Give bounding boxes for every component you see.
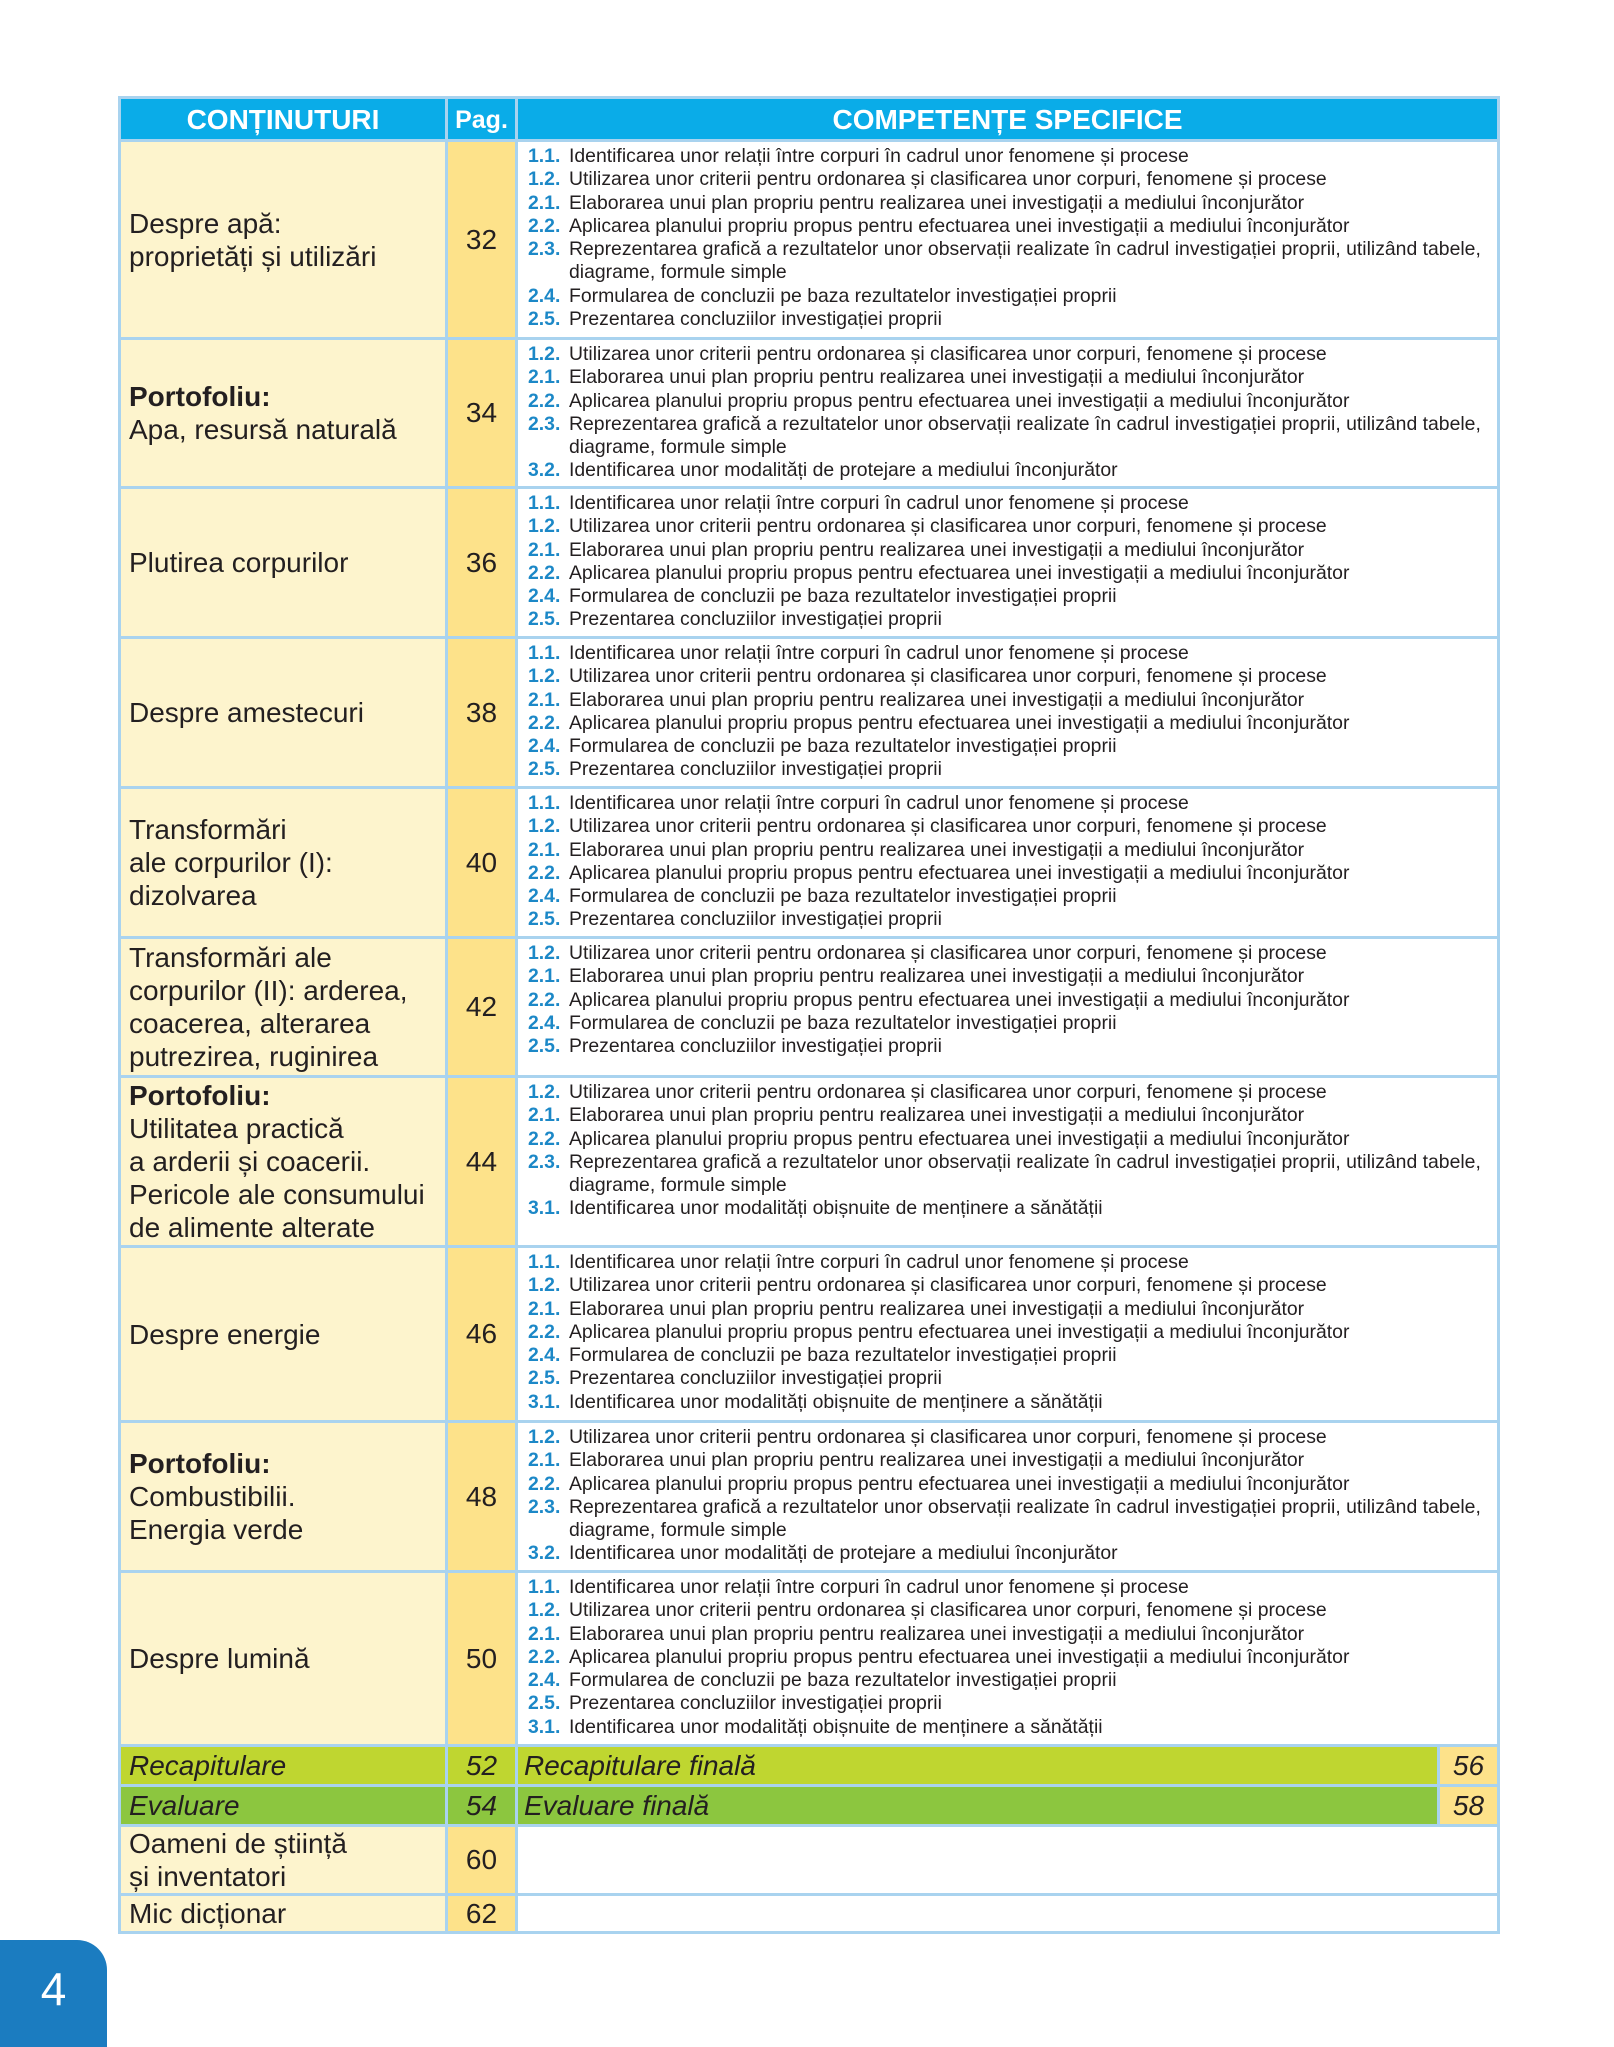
competency-text: Elaborarea unui plan propriu pentru realizarea unei investigații a mediului înconjurător — [569, 1449, 1305, 1472]
competency-text: Identificarea unor relații între corpuri în cadrul unor fenomene și procese — [569, 642, 1189, 664]
lesson-page: 38 — [447, 638, 517, 788]
competency-item — [528, 1716, 1489, 1739]
competency-item — [528, 168, 1489, 191]
competency-item — [528, 1669, 1489, 1692]
competency-text: Elaborarea unui plan propriu pentru realizarea unei investigații a mediului înconjurător — [569, 191, 1305, 214]
competency-text: Reprezentarea grafică a rezultatelor unor observații realizate în cadrul investigației proprii, utilizând tabele, diagrame, formule simple — [569, 1150, 1481, 1197]
competency-item — [528, 965, 1489, 988]
competency-item — [528, 1035, 1489, 1058]
competency-text: Elaborarea unui plan propriu pentru realizarea unei investigații a mediului înconjurător — [569, 1297, 1305, 1320]
competency-text: Aplicarea planului propriu propus pentru efectuarea unei investigații a mediului înconjurător — [569, 1320, 1350, 1343]
competency-code: 2.4. — [528, 1344, 561, 1367]
competency-code: 2.2. — [528, 389, 561, 412]
header-page: Pag. — [447, 98, 517, 141]
lesson-title: Transformări ale corpurilor (II): arderea, coacerea, alterarea putrezirea, ruginirea — [129, 942, 408, 1072]
lesson-rows — [120, 141, 1499, 1746]
competency-list — [528, 145, 1489, 331]
competency-item — [528, 665, 1489, 688]
competency-text: Utilizarea unor criterii pentru ordonarea și clasificarea unor corpuri, fenomene și procese — [569, 343, 1327, 365]
competency-list — [528, 1576, 1489, 1739]
competency-code: 2.3. — [528, 412, 561, 435]
competency-text: Prezentarea concluziilor investigației proprii — [569, 1692, 942, 1715]
competency-item — [528, 1576, 1489, 1599]
lesson-title-cell — [120, 339, 447, 488]
competency-item — [528, 1298, 1489, 1321]
competency-text: Prezentarea concluziilor investigației proprii — [569, 908, 942, 931]
competency-item — [528, 492, 1489, 515]
competency-code: 2.5. — [528, 1367, 561, 1390]
eval-row — [120, 1786, 1499, 1826]
competency-code: 2.1. — [528, 538, 561, 561]
final-recap-page: 56 — [1439, 1746, 1499, 1786]
competency-item — [528, 942, 1489, 965]
competency-text: Elaborarea unui plan propriu pentru realizarea unei investigații a mediului înconjurător — [569, 366, 1305, 389]
competency-text: Elaborarea unui plan propriu pentru realizarea unei investigații a mediului înconjurător — [569, 1622, 1305, 1645]
competency-code: 2.2. — [528, 561, 561, 584]
lesson-page: 50 — [447, 1572, 517, 1746]
lesson-row — [120, 1247, 1499, 1422]
competency-code: 2.1. — [528, 688, 561, 711]
competency-text: Formularea de concluzii pe baza rezultatelor investigației proprii — [569, 735, 1117, 758]
competency-code: 2.2. — [528, 861, 561, 884]
competency-item — [528, 885, 1489, 908]
competency-item — [528, 862, 1489, 885]
eval-label: Evaluare — [120, 1786, 447, 1826]
competency-item — [528, 390, 1489, 413]
competency-code: 1.1. — [528, 1576, 561, 1598]
competency-code: 2.3. — [528, 238, 561, 261]
competency-item — [528, 1321, 1489, 1344]
competency-text: Utilizarea unor criterii pentru ordonarea și clasificarea unor corpuri, fenomene și procese — [569, 1274, 1327, 1297]
competency-code: 2.4. — [528, 1669, 561, 1692]
competency-item — [528, 285, 1489, 308]
lesson-title: Apa, resursă naturală — [129, 414, 397, 445]
competency-code: 1.2. — [528, 515, 561, 538]
competency-text: Formularea de concluzii pe baza rezultatelor investigației proprii — [569, 1669, 1117, 1692]
lesson-title: Despre energie — [129, 1318, 321, 1350]
competency-code: 2.5. — [528, 1692, 561, 1715]
competency-text: Utilizarea unor criterii pentru ordonarea și clasificarea unor corpuri, fenomene și procese — [569, 168, 1327, 191]
competency-item — [528, 413, 1489, 460]
competency-item — [528, 343, 1489, 366]
lesson-page: 44 — [447, 1077, 517, 1247]
final-recap-label: Recapitulare finală — [517, 1746, 1439, 1786]
extra-empty-cell — [517, 1895, 1499, 1933]
competency-text: Identificarea unor relații între corpuri în cadrul unor fenomene și procese — [569, 1576, 1189, 1598]
competency-item — [528, 989, 1489, 1012]
competency-code: 1.2. — [528, 815, 561, 838]
competencies-cell — [517, 1422, 1499, 1572]
lesson-row — [120, 488, 1499, 638]
competency-text: Aplicarea planului propriu propus pentru efectuarea unei investigații a mediului înconjurător — [569, 214, 1350, 237]
competency-code: 2.2. — [528, 1127, 561, 1150]
competency-list — [528, 792, 1489, 932]
competency-code: 2.1. — [528, 1449, 561, 1472]
competency-text: Identificarea unor relații între corpuri în cadrul unor fenomene și procese — [569, 792, 1189, 814]
competency-code: 1.2. — [528, 1599, 561, 1622]
competency-text: Prezentarea concluziilor investigației proprii — [569, 608, 942, 631]
lesson-title: Plutirea corpurilor — [129, 547, 349, 578]
competency-item — [528, 712, 1489, 735]
competency-text: Identificarea unor modalități obișnuite de menținere a sănătății — [569, 1715, 1103, 1738]
competency-text: Identificarea unor modalități de protejare a mediului înconjurător — [569, 459, 1118, 482]
competency-code: 1.2. — [528, 1426, 561, 1448]
competency-item — [528, 1646, 1489, 1669]
competencies-cell — [517, 938, 1499, 1077]
competency-item — [528, 1081, 1489, 1104]
competency-list — [528, 1426, 1489, 1566]
competency-text: Identificarea unor relații între corpuri în cadrul unor fenomene și procese — [569, 145, 1189, 167]
lesson-title: Despre lumină — [129, 1643, 310, 1674]
extra-empty-cell — [517, 1826, 1499, 1895]
competency-text: Aplicarea planului propriu propus pentru efectuarea unei investigații a mediului înconjurător — [569, 711, 1350, 734]
competency-text: Identificarea unor modalități obișnuite de menținere a sănătății — [569, 1197, 1103, 1220]
competency-item — [528, 1449, 1489, 1472]
competencies-cell — [517, 1077, 1499, 1247]
competency-text: Elaborarea unui plan propriu pentru realizarea unei investigații a mediului înconjurător — [569, 1104, 1305, 1127]
competency-code: 2.1. — [528, 1622, 561, 1645]
competency-code: 1.2. — [528, 665, 561, 688]
competency-text: Identificarea unor modalități de protejare a mediului înconjurător — [569, 1542, 1118, 1565]
lesson-row — [120, 1572, 1499, 1746]
competency-text: Formularea de concluzii pe baza rezultatelor investigației proprii — [569, 1011, 1117, 1034]
lesson-title-cell — [120, 1572, 447, 1746]
competency-code: 2.1. — [528, 965, 561, 988]
competency-item — [528, 585, 1489, 608]
summary-rows — [120, 1746, 1499, 1933]
lesson-title-cell — [120, 1422, 447, 1572]
lesson-title-cell — [120, 788, 447, 938]
competencies-cell — [517, 339, 1499, 488]
competency-code: 2.1. — [528, 1297, 561, 1320]
competency-code: 2.4. — [528, 585, 561, 608]
competency-code: 2.3. — [528, 1150, 561, 1173]
competency-code: 2.5. — [528, 308, 561, 331]
final-eval-label: Evaluare finală — [517, 1786, 1439, 1826]
competency-code: 2.5. — [528, 608, 561, 631]
competency-text: Elaborarea unui plan propriu pentru realizarea unei investigații a mediului înconjurător — [569, 538, 1305, 561]
competency-code: 1.2. — [528, 343, 561, 365]
competency-item — [528, 539, 1489, 562]
competency-text: Elaborarea unui plan propriu pentru realizarea unei investigații a mediului înconjurător — [569, 688, 1305, 711]
competency-code: 1.2. — [528, 942, 561, 964]
competency-item — [528, 192, 1489, 215]
lesson-title: Despre apă: proprietăți și utilizări — [129, 207, 377, 272]
competency-code: 1.1. — [528, 642, 561, 664]
competency-code: 2.4. — [528, 735, 561, 758]
competency-code: 2.2. — [528, 988, 561, 1011]
lesson-page: 34 — [447, 339, 517, 488]
competency-item — [528, 642, 1489, 665]
competency-text: Aplicarea planului propriu propus pentru efectuarea unei investigații a mediului înconjurător — [569, 1127, 1350, 1150]
lesson-title-cell — [120, 938, 447, 1077]
competency-code: 1.2. — [528, 1274, 561, 1297]
extra-title: Mic dicționar — [120, 1895, 447, 1933]
competency-code: 2.2. — [528, 711, 561, 734]
competency-code: 2.4. — [528, 284, 561, 307]
competencies-cell — [517, 788, 1499, 938]
competency-item — [528, 1197, 1489, 1220]
competency-text: Elaborarea unui plan propriu pentru realizarea unei investigații a mediului înconjurător — [569, 838, 1305, 861]
competency-code: 2.1. — [528, 838, 561, 861]
header-row — [120, 98, 1499, 141]
competency-code: 3.2. — [528, 1542, 561, 1565]
competency-item — [528, 366, 1489, 389]
competency-text: Utilizarea unor criterii pentru ordonarea și clasificarea unor corpuri, fenomene și procese — [569, 665, 1327, 688]
competency-text: Utilizarea unor criterii pentru ordonarea și clasificarea unor corpuri, fenomene și procese — [569, 1426, 1327, 1448]
competency-item — [528, 1251, 1489, 1274]
competency-text: Utilizarea unor criterii pentru ordonarea și clasificarea unor corpuri, fenomene și procese — [569, 942, 1327, 964]
lesson-row — [120, 638, 1499, 788]
competency-text: Elaborarea unui plan propriu pentru realizarea unei investigații a mediului înconjurător — [569, 965, 1305, 988]
competency-list — [528, 492, 1489, 632]
competencies-cell — [517, 1247, 1499, 1422]
competency-item — [528, 1542, 1489, 1565]
competency-item — [528, 1104, 1489, 1127]
competency-text: Identificarea unor relații între corpuri în cadrul unor fenomene și procese — [569, 1251, 1189, 1273]
portfolio-label: Portofoliu: — [129, 1080, 271, 1111]
competency-item — [528, 238, 1489, 285]
competency-item — [528, 1599, 1489, 1622]
extra-title: Oameni de știință și inventatori — [120, 1826, 447, 1895]
competency-item — [528, 689, 1489, 712]
competency-text: Utilizarea unor criterii pentru ordonarea și clasificarea unor corpuri, fenomene și procese — [569, 1081, 1327, 1103]
competency-code: 2.5. — [528, 908, 561, 931]
competency-text: Identificarea unor relații între corpuri în cadrul unor fenomene și procese — [569, 492, 1189, 514]
competency-code: 1.1. — [528, 792, 561, 814]
competency-item — [528, 608, 1489, 631]
competency-code: 2.1. — [528, 191, 561, 214]
competency-item — [528, 1496, 1489, 1543]
competency-list — [528, 642, 1489, 782]
lesson-title: Transformări ale corpurilor (I): dizolvarea — [129, 814, 333, 911]
lesson-page: 32 — [447, 141, 517, 339]
competency-item — [528, 839, 1489, 862]
competency-text: Utilizarea unor criterii pentru ordonarea și clasificarea unor corpuri, fenomene și procese — [569, 815, 1327, 838]
lesson-page: 46 — [447, 1247, 517, 1422]
page-number: 4 — [0, 1940, 107, 2047]
recap-label: Recapitulare — [120, 1746, 447, 1786]
competency-item — [528, 1274, 1489, 1297]
competency-code: 1.1. — [528, 492, 561, 514]
extra-page: 62 — [447, 1895, 517, 1933]
competencies-cell — [517, 488, 1499, 638]
portfolio-label: Portofoliu: — [129, 381, 271, 412]
competency-code: 1.2. — [528, 1081, 561, 1103]
competency-item — [528, 515, 1489, 538]
competency-item — [528, 908, 1489, 931]
competency-code: 2.4. — [528, 885, 561, 908]
competency-text: Aplicarea planului propriu propus pentru efectuarea unei investigații a mediului înconjurător — [569, 861, 1350, 884]
lesson-title-cell — [120, 1247, 447, 1422]
competency-item — [528, 1692, 1489, 1715]
competency-list — [528, 1081, 1489, 1221]
competency-item — [528, 145, 1489, 168]
competency-text: Aplicarea planului propriu propus pentru efectuarea unei investigații a mediului înconjurător — [569, 1645, 1350, 1668]
competency-code: 3.2. — [528, 459, 561, 482]
final-eval-page: 58 — [1439, 1786, 1499, 1826]
competency-text: Reprezentarea grafică a rezultatelor unor observații realizate în cadrul investigației proprii, utilizând tabele, diagrame, formule simple — [569, 412, 1481, 459]
competency-item — [528, 1151, 1489, 1198]
competency-text: Formularea de concluzii pe baza rezultatelor investigației proprii — [569, 885, 1117, 908]
competency-item — [528, 1012, 1489, 1035]
competency-item — [528, 562, 1489, 585]
portfolio-label: Portofoliu: — [129, 1448, 271, 1479]
competency-code: 2.2. — [528, 1645, 561, 1668]
competency-text: Reprezentarea grafică a rezultatelor unor observații realizate în cadrul investigației proprii, utilizând tabele, diagrame, formule simple — [569, 238, 1481, 284]
competencies-cell — [517, 638, 1499, 788]
competency-code: 3.1. — [528, 1197, 561, 1220]
competency-text: Reprezentarea grafică a rezultatelor unor observații realizate în cadrul investigației proprii, utilizând tabele, diagrame, formule simple — [569, 1495, 1481, 1542]
competency-item — [528, 815, 1489, 838]
lesson-row — [120, 141, 1499, 339]
lesson-title-cell — [120, 1077, 447, 1247]
competency-code: 1.1. — [528, 1251, 561, 1273]
lesson-row — [120, 1422, 1499, 1572]
competency-text: Identificarea unor modalități obișnuite de menținere a sănătății — [569, 1390, 1103, 1413]
lesson-title: Utilitatea practică a arderii și coacerii. Pericole ale consumului de alimente alterate — [129, 1113, 425, 1243]
competency-item — [528, 1344, 1489, 1367]
competency-text: Formularea de concluzii pe baza rezultatelor investigației proprii — [569, 585, 1117, 608]
competency-list — [528, 1251, 1489, 1414]
competency-item — [528, 215, 1489, 238]
competency-item — [528, 459, 1489, 482]
competency-text: Utilizarea unor criterii pentru ordonarea și clasificarea unor corpuri, fenomene și procese — [569, 515, 1327, 538]
competency-item — [528, 792, 1489, 815]
recap-row — [120, 1746, 1499, 1786]
lesson-title: Despre amestecuri — [129, 697, 364, 728]
header-contents: CONȚINUTURI — [120, 98, 447, 141]
competency-text: Aplicarea planului propriu propus pentru efectuarea unei investigații a mediului înconjurător — [569, 988, 1350, 1011]
competency-code: 3.1. — [528, 1390, 561, 1413]
competency-text: Aplicarea planului propriu propus pentru efectuarea unei investigații a mediului înconjurător — [569, 561, 1350, 584]
recap-page: 52 — [447, 1746, 517, 1786]
competency-item — [528, 1623, 1489, 1646]
competency-code: 2.4. — [528, 1011, 561, 1034]
competency-list — [528, 343, 1489, 483]
lesson-title-cell — [120, 488, 447, 638]
extra-row — [120, 1826, 1499, 1895]
competency-item — [528, 1473, 1489, 1496]
lesson-row — [120, 339, 1499, 488]
lesson-row — [120, 938, 1499, 1077]
competency-item — [528, 1391, 1489, 1414]
lesson-title: Combustibilii. Energia verde — [129, 1481, 304, 1545]
eval-page: 54 — [447, 1786, 517, 1826]
competency-item — [528, 308, 1489, 331]
competency-code: 3.1. — [528, 1715, 561, 1738]
competency-code: 1.2. — [528, 168, 561, 191]
competency-item — [528, 735, 1489, 758]
lesson-row — [120, 1077, 1499, 1247]
competency-text: Prezentarea concluziilor investigației proprii — [569, 1035, 942, 1058]
competency-text: Prezentarea concluziilor investigației proprii — [569, 1367, 942, 1390]
competency-text: Prezentarea concluziilor investigației proprii — [569, 758, 942, 781]
competency-item — [528, 1367, 1489, 1390]
competency-text: Formularea de concluzii pe baza rezultatelor investigației proprii — [569, 284, 1117, 307]
competency-code: 2.1. — [528, 1104, 561, 1127]
competency-code: 2.5. — [528, 1035, 561, 1058]
competency-item — [528, 1426, 1489, 1449]
competency-text: Formularea de concluzii pe baza rezultatelor investigației proprii — [569, 1344, 1117, 1367]
competency-item — [528, 758, 1489, 781]
lesson-title-cell — [120, 638, 447, 788]
lesson-page: 42 — [447, 938, 517, 1077]
competency-code: 2.2. — [528, 1320, 561, 1343]
competency-list — [528, 942, 1489, 1058]
lesson-page: 36 — [447, 488, 517, 638]
lesson-page: 48 — [447, 1422, 517, 1572]
extra-row — [120, 1895, 1499, 1933]
competency-code: 2.1. — [528, 366, 561, 389]
extra-page: 60 — [447, 1826, 517, 1895]
competency-code: 2.2. — [528, 1472, 561, 1495]
competency-code: 1.1. — [528, 145, 561, 167]
competency-text: Utilizarea unor criterii pentru ordonarea și clasificarea unor corpuri, fenomene și procese — [569, 1599, 1327, 1622]
competency-code: 2.3. — [528, 1495, 561, 1518]
lesson-title-cell — [120, 141, 447, 339]
competencies-cell — [517, 1572, 1499, 1746]
competency-code: 2.2. — [528, 214, 561, 237]
competency-text: Aplicarea planului propriu propus pentru efectuarea unei investigații a mediului înconjurător — [569, 1472, 1350, 1495]
competency-item — [528, 1128, 1489, 1151]
table-of-contents — [118, 96, 1500, 1934]
competencies-cell — [517, 141, 1499, 339]
competency-code: 2.5. — [528, 758, 561, 781]
lesson-page: 40 — [447, 788, 517, 938]
header-competencies: COMPETENȚE SPECIFICE — [517, 98, 1499, 141]
lesson-row — [120, 788, 1499, 938]
competency-text: Prezentarea concluziilor investigației proprii — [569, 308, 942, 331]
competency-text: Aplicarea planului propriu propus pentru efectuarea unei investigații a mediului înconjurător — [569, 389, 1350, 412]
